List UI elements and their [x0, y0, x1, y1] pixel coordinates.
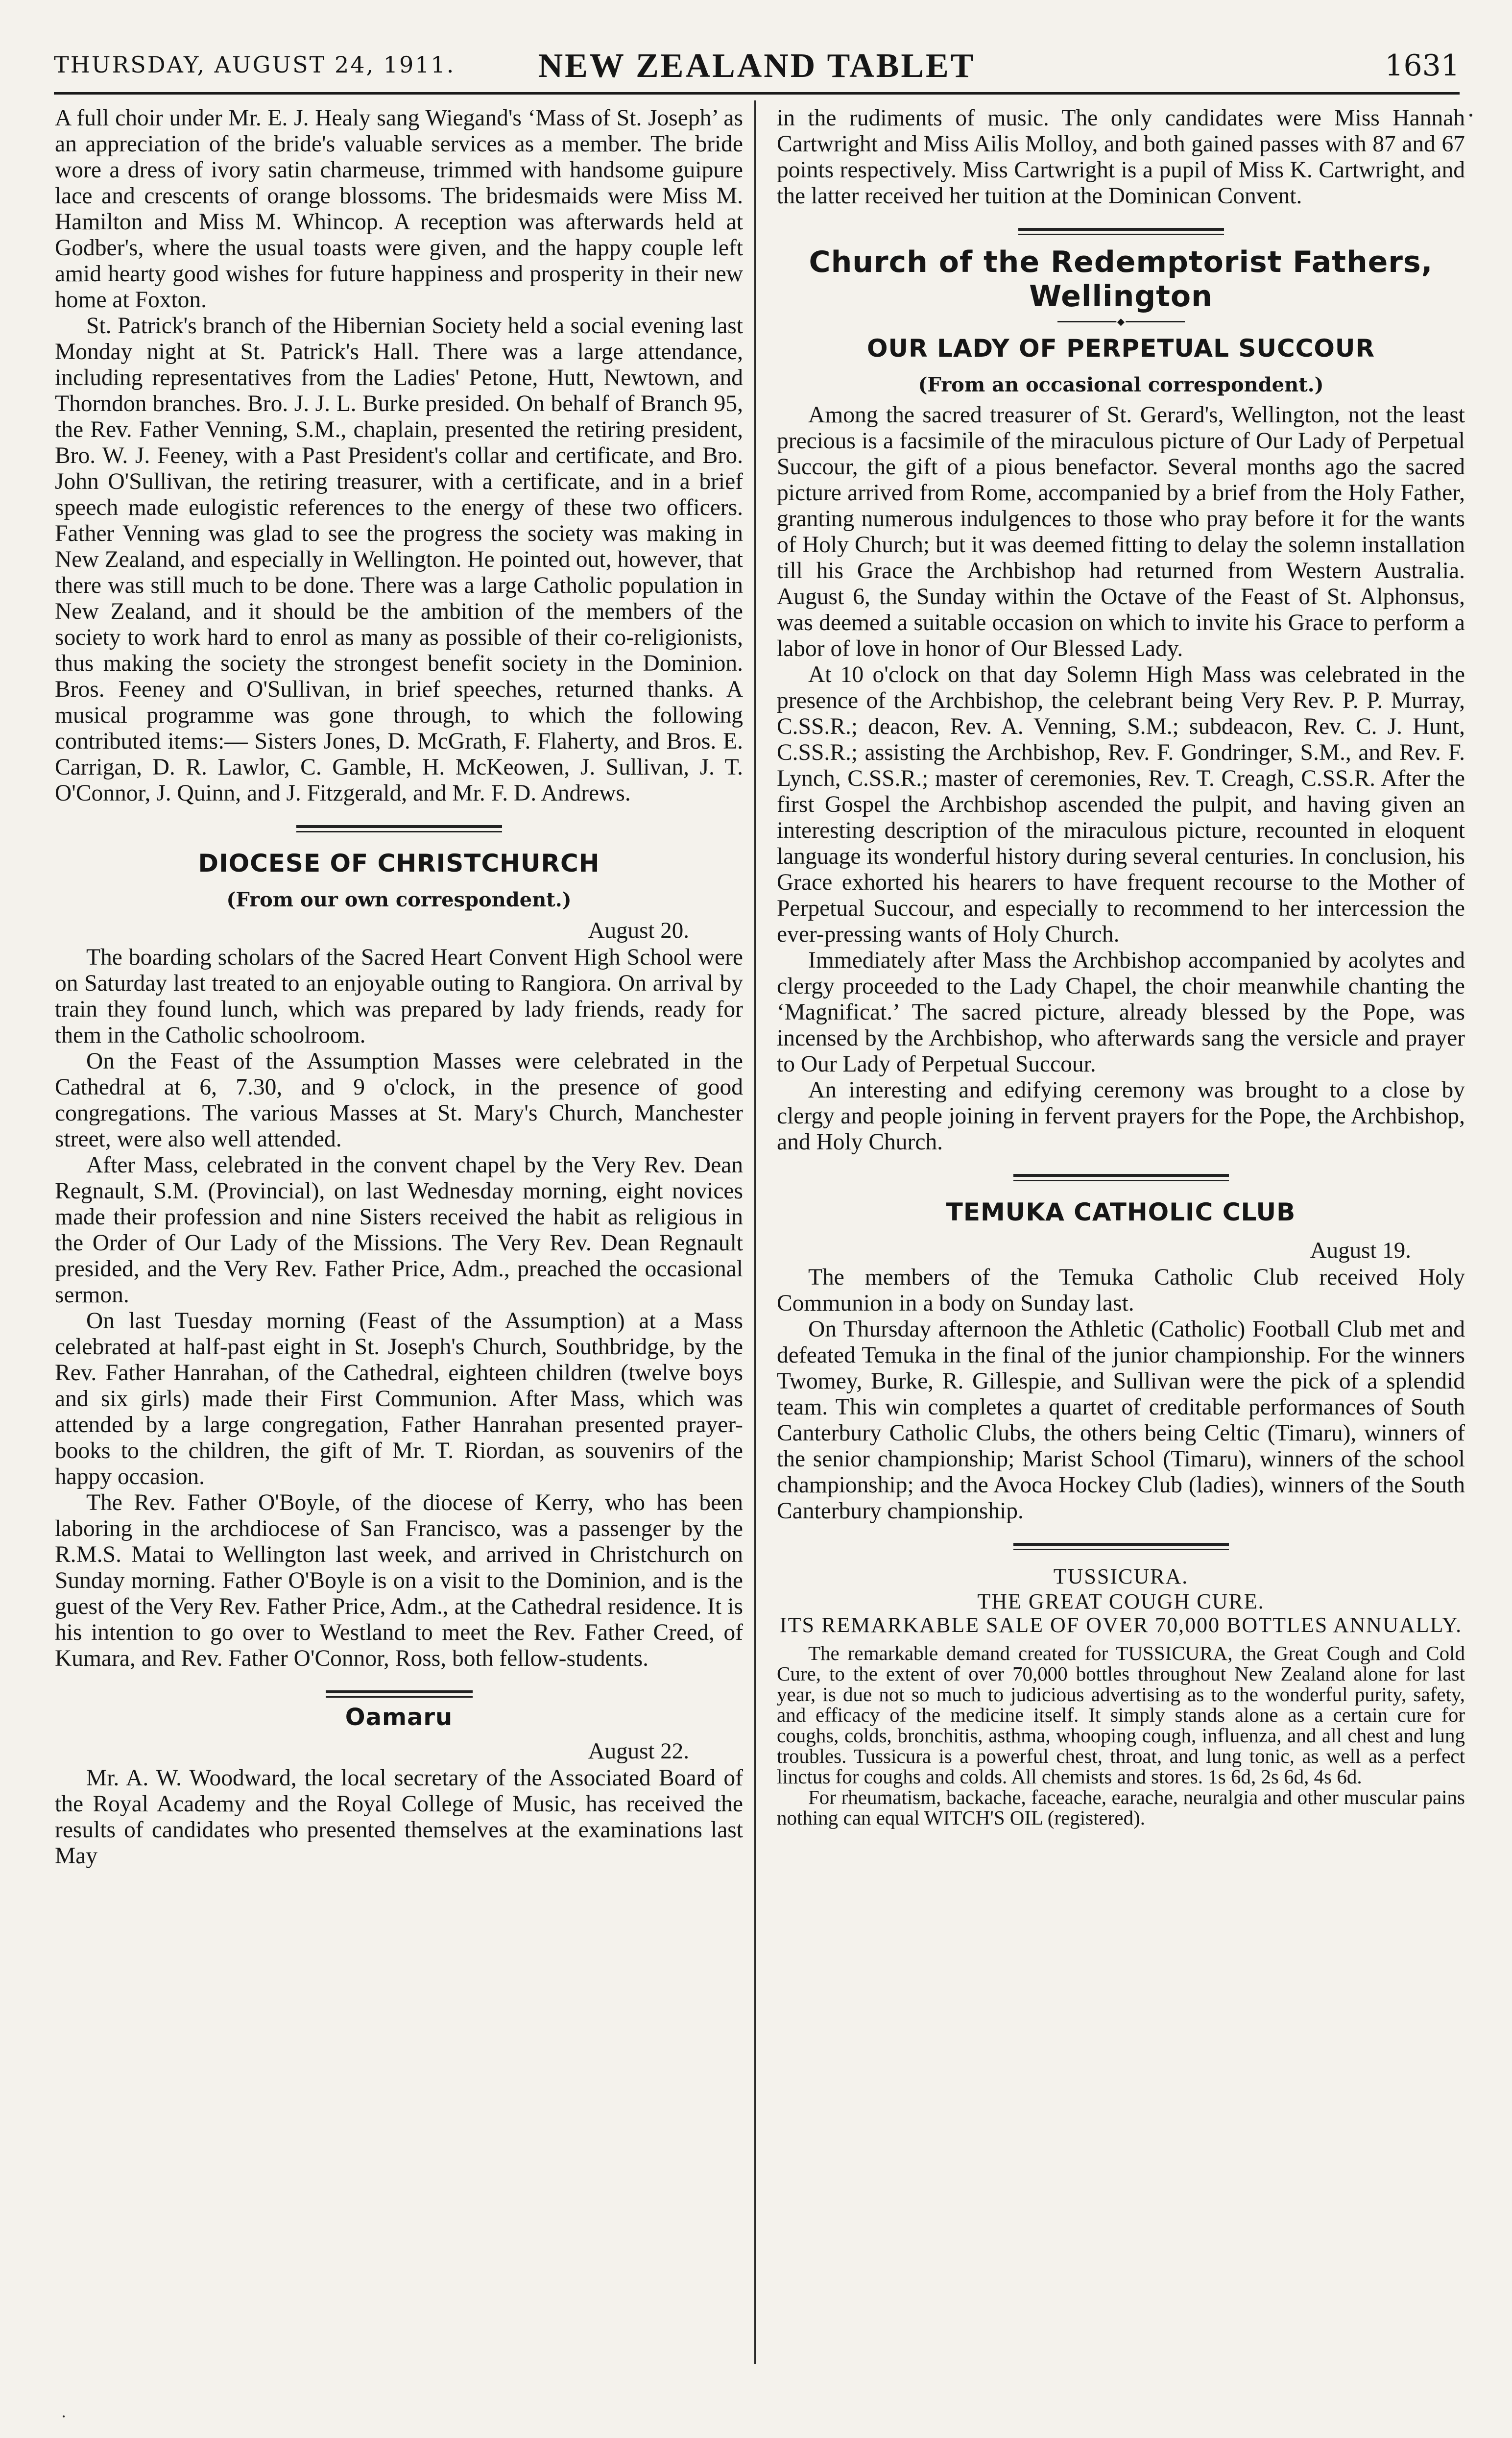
correspondent-note: (From an occasional correspondent.) [918, 373, 1324, 396]
page-number: 1631 [1385, 49, 1460, 83]
advert-paragraph: The remarkable demand created for TUSSICURA, the Great Cough and Cold Cure, to the extent of over 70,000 bottles throughout New Zealand alone for last year, is due not so much to judicious advertising as to the wonderful purity, safety, and efficacy of the medicine itself. It simply stands alone as a certain cure for coughs, colds, bronchitis, asthma, whooping cough, influenza, and all chest and lung troubles. Tussicura is a powerful chest, throat, and lung tonic, as well as a perfect linctus for coughs and colds. All chemists and stores. 1s 6d, 2s 6d, 4s 6d. [777, 1642, 1465, 1788]
article-paragraph: The Rev. Father O'Boyle, of the diocese of Kerry, who has been laboring in the archdiocese of San Francisco, was a passenger by the R.M.S. Matai to Wellington last week, and arrived in Christchurch on Sunday morning. Father O'Boyle is on a visit to the Dominion, and is the guest of the Very Rev. Father Price, Adm., at the Cathedral residence. It is his intention to go over to Westland to meet the Rev. Father Creed, of Kumara, and Rev. Father O'Connor, Ross, both fellow-students. [55, 1490, 743, 1671]
left-column [55, 105, 743, 1869]
print-speck [1469, 114, 1472, 117]
article-paragraph: At 10 o'clock on that day Solemn High Mass was celebrated in the presence of the Archbishop, the celebrant being Very Rev. P. P. Murray, C.SS.R.; deacon, Rev. A. Venning, S.M.; subdeacon, Rev. C. J. Hunt, C.SS.R.; assisting the Archbishop, Rev. F. Gondringer, S.M., and Rev. F. Lynch, C.SS.R.; master of ceremonies, Rev. T. Creagh, C.SS.R. After the first Gospel the Archbishop ascended the pulpit, and having given an interesting description of the miraculous picture, recounted in eloquent language its wonderful history during several centuries. In conclusion, his Grace exhorted his hearers to have frequent recourse to the Mother of Perpetual Succour, and especially to recommend to her intercession the ever-pressing wants of Holy Church. [777, 662, 1465, 947]
dateline: August 20. [588, 918, 689, 943]
advert-paragraph: For rheumatism, backache, faceache, earache, neuralgia and other muscular pains nothing can equal WITCH'S OIL (registered). [777, 1786, 1465, 1829]
masthead-rule [54, 92, 1460, 95]
advert-subtitle: THE GREAT COUGH CURE. [977, 1589, 1265, 1613]
article-paragraph: Among the sacred treasurer of St. Gerard's, Wellington, not the least precious is a facsimile of the miraculous picture of Our Lady of Perpetual Succour, the gift of a pious benefactor. Several months ago the sacred picture arrived from Rome, accompanied by a brief from the Holy Father, granting numerous indulgences to those who pray before it for the wants of Holy Church; but it was deemed fitting to delay the solemn installation till his Grace the Archbishop had returned from Western Australia. August 6, the Sunday within the Octave of the Feast of St. Alphonsus, was deemed a suitable occasion on which to invite his Grace to perform a labor of love in honor of Our Blessed Lady. [777, 402, 1465, 661]
article-paragraph: Mr. A. W. Woodward, the local secretary of the Associated Board of the Royal Academy and the Royal College of Music, has received the results of candidates who presented themselves at the examinations last May [55, 1765, 743, 1869]
diamond-ornament-icon: ◆ [1117, 316, 1125, 327]
section-rule [1013, 1543, 1229, 1550]
article-paragraph: On last Tuesday morning (Feast of the Assumption) at a Mass celebrated at half-past eight in St. Joseph's Church, Southbridge, by the Rev. Father Hanrahan, of the Cathedral, eighteen children (twelve boys and six girls) made their First Communion. After Mass, which was attended by a large congregation, Father Hanrahan presented prayer-books to the children, the gift of Mr. T. Riordan, as souvenirs of the happy occasion. [55, 1308, 743, 1489]
section-heading-oamaru: Oamaru [345, 1704, 453, 1731]
right-column [777, 105, 1465, 1828]
section-rule [1013, 1174, 1229, 1181]
column-divider [754, 100, 756, 2364]
advert-subtitle: ITS REMARKABLE SALE OF OVER 70,000 BOTTLES ANNUALLY. [779, 1613, 1463, 1637]
article-paragraph: After Mass, celebrated in the convent chapel by the Very Rev. Dean Regnault, S.M. (Provincial), on last Wednesday morning, eight novices made their profession and nine Sisters received the habit as religious in the Order of Our Lady of the Missions. The Very Rev. Dean Regnault presided, and the Very Rev. Father Price, Adm., preached the occasional sermon. [55, 1152, 743, 1308]
article-paragraph: The boarding scholars of the Sacred Heart Convent High School were on Saturday last treated to an enjoyable outing to Rangiora. On arrival by train they found lunch, which was prepared by lady friends, ready for them in the Catholic schoolroom. [55, 945, 743, 1048]
section-heading-christchurch: DIOCESE OF CHRISTCHURCH [198, 849, 600, 878]
section-rule [296, 825, 502, 832]
article-paragraph: On Thursday afternoon the Athletic (Catholic) Football Club met and defeated Temuka in the final of the junior championship. For the winners Twomey, Burke, R. Gillespie, and Sullivan were the pick of a splendid team. This win completes a quartet of creditable performances of South Canterbury Catholic Clubs, the others being Celtic (Timaru), winners of the senior championship; Marist School (Timaru), winners of the school championship; and the Avoca Hockey Club (ladies), winners of the South Canterbury championship. [777, 1317, 1465, 1524]
dateline: August 22. [588, 1738, 689, 1764]
section-heading-church: Church of the Redemptorist Fathers, Wellington [809, 245, 1433, 314]
section-rule [326, 1690, 473, 1698]
ornament-divider [1057, 317, 1185, 325]
print-speck [63, 2415, 65, 2417]
article-paragraph: On the Feast of the Assumption Masses were celebrated in the Cathedral at 6, 7.30, and 9 o'clock, in the presence of good congregations. The various Masses at St. Mary's Church, Manchester street, were also well attended. [55, 1048, 743, 1152]
section-rule [1018, 228, 1224, 235]
subheading-our-lady: OUR LADY OF PERPETUAL SUCCOUR [867, 334, 1375, 363]
publication-title: NEW ZEALAND TABLET [538, 47, 976, 85]
correspondent-note: (From our own correspondent.) [226, 888, 572, 911]
article-paragraph: in the rudiments of music. The only candidates were Miss Hannah Cartwright and Miss Ailis Molloy, and both gained passes with 87 and 67 points respectively. Miss Cartwright is a pupil of Miss K. Cartwright, and the latter received her tuition at the Dominican Convent. [777, 105, 1465, 209]
issue-date: THURSDAY, AUGUST 24, 1911. [54, 51, 456, 78]
advert-title: TUSSICURA. [1053, 1564, 1189, 1588]
section-heading-temuka: TEMUKA CATHOLIC CLUB [946, 1198, 1296, 1226]
article-paragraph: Immediately after Mass the Archbishop accompanied by acolytes and clergy proceeded to the Lady Chapel, the choir meanwhile chanting the ‘Magnificat.’ The sacred picture, already blessed by the Pope, was incensed by the Archbishop, who afterwards sang the versicle and prayer to Our Lady of Perpetual Succour. [777, 948, 1465, 1077]
article-paragraph: The members of the Temuka Catholic Club received Holy Communion in a body on Sunday last. [777, 1265, 1465, 1316]
masthead [54, 47, 1460, 86]
article-paragraph: An interesting and edifying ceremony was brought to a close by clergy and people joining in fervent prayers for the Pope, the Archbishop, and Holy Church. [777, 1077, 1465, 1155]
article-paragraph: A full choir under Mr. E. J. Healy sang Wiegand's ‘Mass of St. Joseph’ as an appreciation of the bride's valuable services as a member. The bride wore a dress of ivory satin charmeuse, trimmed with handsome guipure lace and crescents of orange blossoms. The bridesmaids were Miss M. Hamilton and Miss M. Whincop. A reception was afterwards held at Godber's, where the usual toasts were given, and the happy couple left amid hearty good wishes for future happiness and prosperity in their new home at Foxton. [55, 105, 743, 313]
article-paragraph: St. Patrick's branch of the Hibernian Society held a social evening last Monday night at St. Patrick's Hall. There was a large attendance, including representatives from the Ladies' Petone, Hutt, Newtown, and Thorndon branches. Bro. J. J. L. Burke presided. On behalf of Branch 95, the Rev. Father Venning, S.M., chaplain, presented the retiring president, Bro. W. J. Feeney, with a Past President's collar and certificate, and Bro. John O'Sullivan, the retiring treasurer, with a certificate, and in a brief speech made eulogistic references to the energy of these two officers. Father Venning was glad to see the progress the society was making in New Zealand, and especially in Wellington. He pointed out, however, that there was still much to be done. There was a large Catholic population in New Zealand, and it should be the ambition of the members of the society to work hard to enrol as many as possible of their co-religionists, thus making the society the strongest benefit society in the Dominion. Bros. Feeney and O'Sullivan, in brief speeches, returned thanks. A musical programme was gone through, to which the following contributed items:— Sisters Jones, D. McGrath, F. Flaherty, and Bros. E. Carrigan, D. R. Lawlor, C. Gamble, H. McKeowen, J. Sullivan, J. T. O'Connor, J. Quinn, and J. Fitzgerald, and Mr. F. D. Andrews. [55, 313, 743, 806]
dateline: August 19. [1310, 1238, 1411, 1263]
